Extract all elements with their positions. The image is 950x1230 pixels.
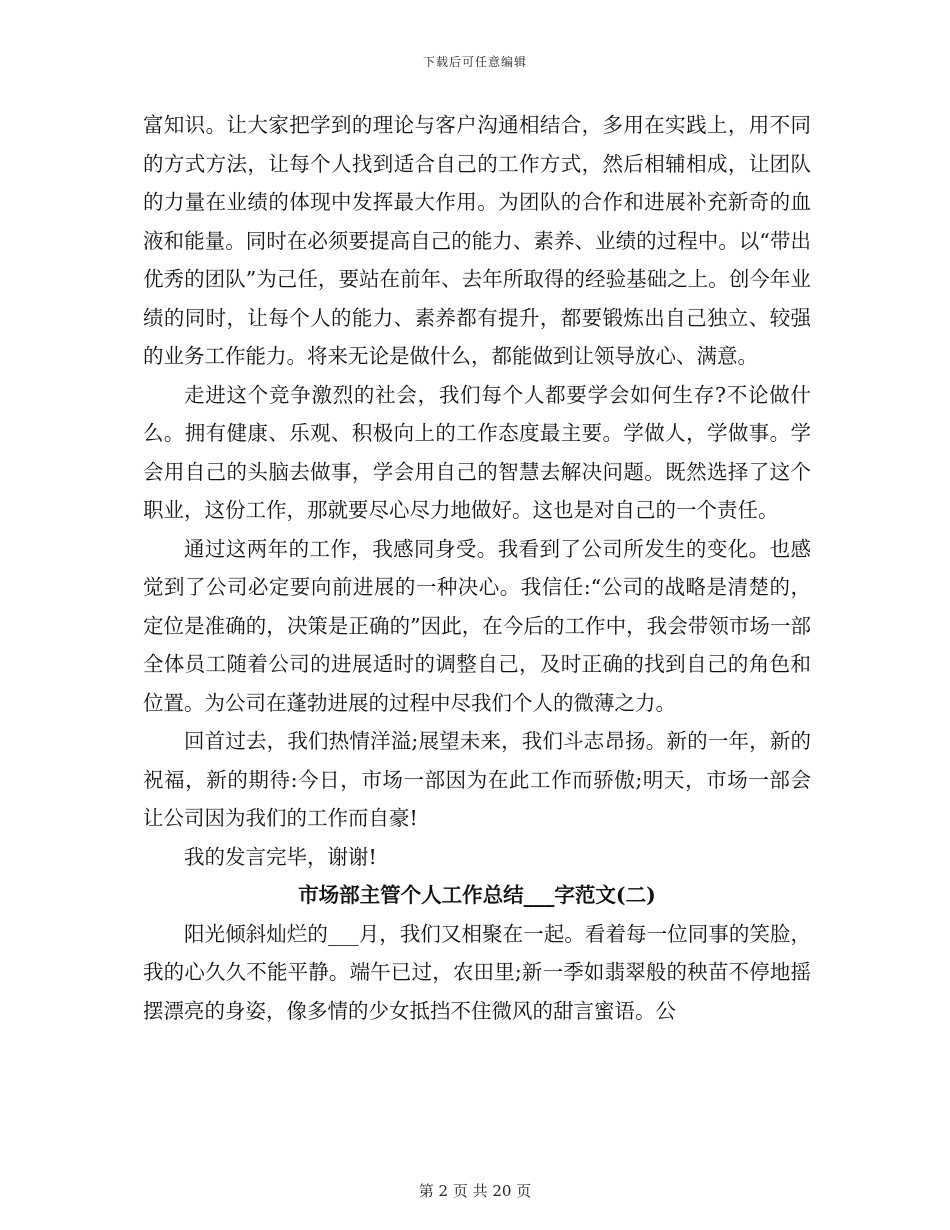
- page-footer: 第 2 页 共 20 页: [418, 1182, 532, 1200]
- paragraph-1: 富知识。让大家把学到的理论与客户沟通相结合，多用在实践上，用不同的方式方法，让每个人找到适合自己的工作方式，然后相辅相成，让团队的力量在业绩的体现中发挥最大作用。为团队的合作和进展补充新奇的血液和能量。同时在必须要提高自己的能力、素养、业绩的过程中。以“带出优秀的团队”为己任，要站在前年、去年所取得的经验基础之上。创今年业绩的同时，让每个人的能力、素养都有提升，都要锻炼出自己独立、较强的业务工作能力。将来无论是做什么，都能做到让领导放心、满意。: [143, 113, 811, 368]
- paragraph-4: 回首过去，我们热情洋溢;展望未来，我们斗志昂扬。新的一年，新的祝福，新的期待:今日，市场一部因为在此工作而骄傲;明天，市场一部会让公司因为我们的工作而自豪!: [143, 729, 811, 830]
- document-body: [143, 106, 811, 1030]
- paragraph-6: 阳光倾斜灿烂的___月，我们又相聚在一起。看着每一位同事的笑脸，我的心久久不能平静。端午已过，农田里;新一季如翡翠般的秧苗不停地摇摆漂亮的身姿，像多情的少女抵挡不住微风的甜言蜜语。公: [143, 921, 811, 1023]
- page-header: 下载后可任意编辑: [422, 55, 527, 69]
- section-heading: 市场部主管个人工作总结___字范文(二): [298, 883, 656, 907]
- paragraph-2: 走进这个竞争激烈的社会，我们每个人都要学会如何生存?不论做什么。拥有健康、乐观、积极向上的工作态度最主要。学做人，学做事。学会用自己的头脑去做事，学会用自己的智慧去解决问题。既然选择了这个职业，这份工作，那就要尽心尽力地做好。这也是对自己的一个责任。: [143, 382, 811, 522]
- paragraph-5: 我的发言完毕，谢谢!: [184, 844, 377, 869]
- paragraph-3: 通过这两年的工作，我感同身受。我看到了公司所发生的变化。也感觉到了公司必定要向前进展的一种决心。我信任:“公司的战略是清楚的，定位是准确的，决策是正确的”因此，在今后的工作中，我会带领市场一部全体员工随着公司的进展适时的调整自己，及时正确的找到自己的角色和位置。为公司在蓬勃进展的过程中尽我们个人的微薄之力。: [143, 536, 811, 715]
